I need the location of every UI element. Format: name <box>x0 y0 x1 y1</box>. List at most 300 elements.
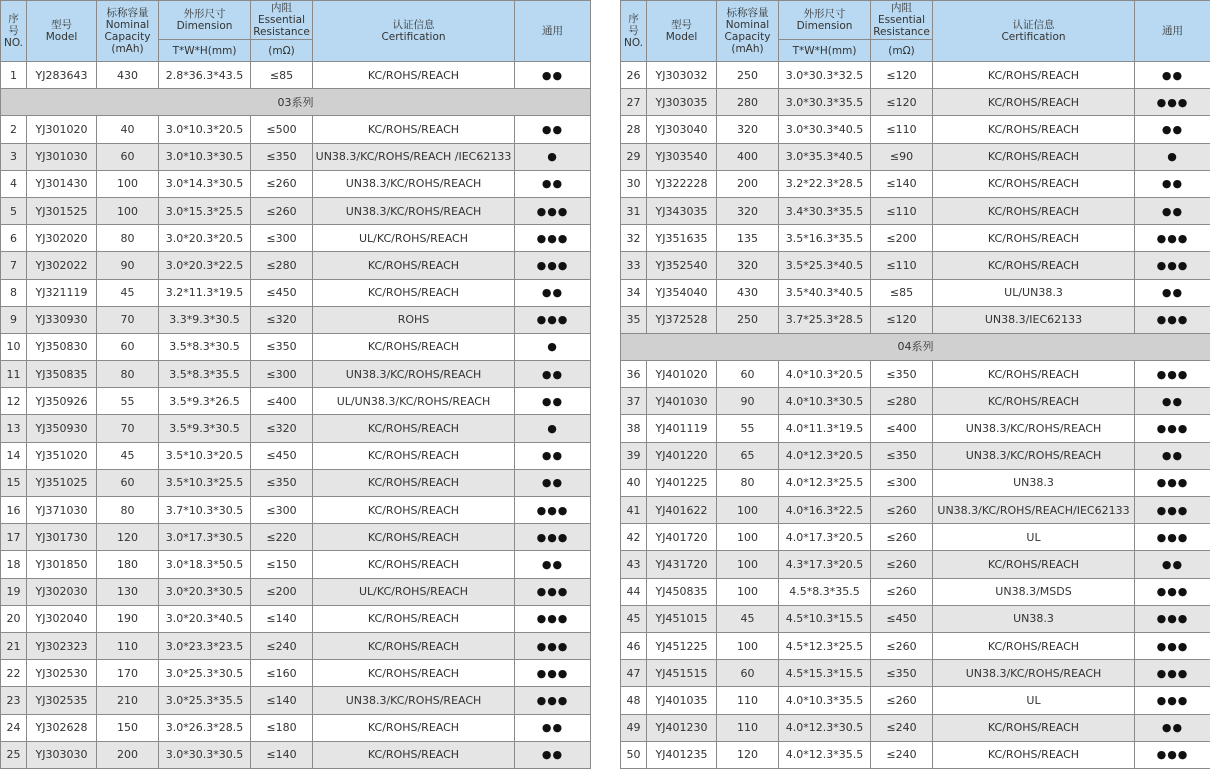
cell-certification: UL <box>933 687 1135 714</box>
common-dots: ●● <box>1135 442 1210 469</box>
cell-dimension: 4.0*12.3*20.5 <box>779 442 871 469</box>
header-dimension: 外形尺寸 Dimension <box>159 1 251 40</box>
cell-resistance: ≤260 <box>871 551 933 578</box>
header-model: 型号 Model <box>27 1 97 62</box>
cell-capacity: 430 <box>97 62 159 89</box>
cell-model: YJ350835 <box>27 361 97 388</box>
cell-certification: KC/ROHS/REACH <box>313 62 515 89</box>
cell-capacity: 80 <box>97 497 159 524</box>
cell-model: YJ351635 <box>647 225 717 252</box>
header-certification: 认证信息 Certification <box>933 1 1135 62</box>
cell-certification: KC/ROHS/REACH <box>313 660 515 687</box>
common-dots: ●●● <box>1135 89 1210 116</box>
cell-certification: KC/ROHS/REACH <box>933 361 1135 388</box>
cell-certification: UN38.3/KC/ROHS/REACH <box>313 687 515 714</box>
cell-no: 14 <box>1 442 27 469</box>
cell-capacity: 110 <box>717 687 779 714</box>
common-dots: ●● <box>515 442 591 469</box>
cell-model: YJ401225 <box>647 469 717 496</box>
cell-model: YJ450835 <box>647 578 717 605</box>
cell-dimension: 3.0*20.3*22.5 <box>159 252 251 279</box>
cell-capacity: 280 <box>717 89 779 116</box>
cell-certification: KC/ROHS/REACH <box>313 415 515 442</box>
cell-certification: KC/ROHS/REACH <box>933 741 1135 768</box>
cell-capacity: 430 <box>717 279 779 306</box>
table-row <box>1 361 591 388</box>
cell-certification: UN38.3/KC/ROHS/REACH/IEC62133 <box>933 497 1135 524</box>
common-dots: ●●● <box>515 497 591 524</box>
cell-resistance: ≤350 <box>871 660 933 687</box>
cell-capacity: 90 <box>97 252 159 279</box>
cell-resistance: ≤220 <box>251 524 313 551</box>
cell-certification: UN38.3 <box>933 469 1135 496</box>
table-row <box>1 714 591 741</box>
cell-model: YJ451225 <box>647 632 717 659</box>
cell-dimension: 3.5*8.3*35.5 <box>159 361 251 388</box>
cell-no: 30 <box>621 170 647 197</box>
cell-certification: KC/ROHS/REACH <box>933 170 1135 197</box>
table-row <box>1 632 591 659</box>
table-row <box>621 89 1210 116</box>
table-row <box>1 660 591 687</box>
common-dots: ●●● <box>515 660 591 687</box>
cell-no: 36 <box>621 361 647 388</box>
cell-capacity: 70 <box>97 415 159 442</box>
cell-dimension: 4.0*12.3*35.5 <box>779 741 871 768</box>
cell-certification: KC/ROHS/REACH <box>313 442 515 469</box>
cell-no: 37 <box>621 388 647 415</box>
cell-capacity: 135 <box>717 225 779 252</box>
cell-no: 6 <box>1 225 27 252</box>
cell-dimension: 3.5*10.3*20.5 <box>159 442 251 469</box>
cell-no: 43 <box>621 551 647 578</box>
cell-resistance: ≤260 <box>871 632 933 659</box>
cell-capacity: 200 <box>97 741 159 768</box>
table-row <box>1 333 591 360</box>
header-capacity: 标称容量 Nominal Capacity (mAh) <box>97 1 159 62</box>
table-row <box>1 197 591 224</box>
cell-model: YJ303032 <box>647 62 717 89</box>
cell-dimension: 4.5*15.3*15.5 <box>779 660 871 687</box>
cell-dimension: 4.0*11.3*19.5 <box>779 415 871 442</box>
cell-no: 33 <box>621 252 647 279</box>
cell-model: YJ372528 <box>647 306 717 333</box>
cell-no: 35 <box>621 306 647 333</box>
common-dots: ●● <box>515 62 591 89</box>
table-row <box>621 116 1210 143</box>
battery-spec-table-right <box>620 0 1210 769</box>
cell-dimension: 4.0*10.3*30.5 <box>779 388 871 415</box>
cell-certification: KC/ROHS/REACH <box>313 741 515 768</box>
cell-model: YJ302022 <box>27 252 97 279</box>
cell-certification: KC/ROHS/REACH <box>933 225 1135 252</box>
cell-resistance: ≤120 <box>871 306 933 333</box>
cell-no: 17 <box>1 524 27 551</box>
cell-model: YJ330930 <box>27 306 97 333</box>
header-dimension-unit: T*W*H(mm) <box>779 40 871 62</box>
cell-no: 44 <box>621 578 647 605</box>
cell-no: 50 <box>621 741 647 768</box>
cell-no: 3 <box>1 143 27 170</box>
header-resistance: 内阻 Essential Resistance <box>251 1 313 40</box>
cell-no: 49 <box>621 714 647 741</box>
cell-capacity: 170 <box>97 660 159 687</box>
cell-model: YJ301730 <box>27 524 97 551</box>
table-row <box>1 524 591 551</box>
table-row <box>1 143 591 170</box>
cell-model: YJ301030 <box>27 143 97 170</box>
cell-no: 13 <box>1 415 27 442</box>
cell-certification: UN38.3/KC/ROHS/REACH <box>933 660 1135 687</box>
cell-resistance: ≤180 <box>251 714 313 741</box>
header-dimension: 外形尺寸 Dimension <box>779 1 871 40</box>
cell-resistance: ≤110 <box>871 197 933 224</box>
cell-certification: KC/ROHS/REACH <box>933 551 1135 578</box>
cell-resistance: ≤160 <box>251 660 313 687</box>
cell-certification: UN38.3/KC/ROHS/REACH /IEC62133 <box>313 143 515 170</box>
table-row <box>1 442 591 469</box>
cell-capacity: 40 <box>97 116 159 143</box>
cell-resistance: ≤260 <box>871 524 933 551</box>
cell-dimension: 3.2*11.3*19.5 <box>159 279 251 306</box>
table-row <box>621 415 1210 442</box>
cell-capacity: 55 <box>717 415 779 442</box>
cell-resistance: ≤85 <box>871 279 933 306</box>
cell-certification: KC/ROHS/REACH <box>313 497 515 524</box>
cell-resistance: ≤300 <box>251 361 313 388</box>
table-body-right <box>621 62 1210 769</box>
cell-dimension: 3.7*10.3*30.5 <box>159 497 251 524</box>
cell-resistance: ≤240 <box>871 741 933 768</box>
common-dots: ●●● <box>1135 632 1210 659</box>
table-row <box>1 497 591 524</box>
header-no: 序 号 NO. <box>621 1 647 62</box>
cell-resistance: ≤350 <box>871 442 933 469</box>
header-model: 型号 Model <box>647 1 717 62</box>
cell-capacity: 45 <box>717 605 779 632</box>
common-dots: ●●● <box>515 632 591 659</box>
cell-dimension: 4.0*10.3*35.5 <box>779 687 871 714</box>
cell-dimension: 3.0*10.3*20.5 <box>159 116 251 143</box>
cell-dimension: 3.5*25.3*40.5 <box>779 252 871 279</box>
series-label: 03系列 <box>1 89 591 116</box>
cell-certification: UL <box>933 524 1135 551</box>
cell-no: 40 <box>621 469 647 496</box>
table-row <box>1 605 591 632</box>
header-resistance-unit: (mΩ) <box>871 40 933 62</box>
table-row <box>1 741 591 768</box>
table-row <box>621 578 1210 605</box>
table-row <box>1 170 591 197</box>
cell-no: 39 <box>621 442 647 469</box>
cell-model: YJ302040 <box>27 605 97 632</box>
cell-no: 26 <box>621 62 647 89</box>
cell-capacity: 110 <box>717 714 779 741</box>
common-dots: ● <box>515 143 591 170</box>
cell-dimension: 2.8*36.3*43.5 <box>159 62 251 89</box>
cell-dimension: 3.0*10.3*30.5 <box>159 143 251 170</box>
cell-resistance: ≤400 <box>251 388 313 415</box>
cell-capacity: 60 <box>97 469 159 496</box>
cell-model: YJ354040 <box>647 279 717 306</box>
cell-certification: KC/ROHS/REACH <box>313 333 515 360</box>
cell-model: YJ352540 <box>647 252 717 279</box>
cell-certification: UL/UN38.3/KC/ROHS/REACH <box>313 388 515 415</box>
common-dots: ●● <box>515 469 591 496</box>
cell-certification: UN38.3/KC/ROHS/REACH <box>933 415 1135 442</box>
cell-dimension: 4.5*8.3*35.5 <box>779 578 871 605</box>
cell-resistance: ≤140 <box>251 741 313 768</box>
cell-resistance: ≤260 <box>871 497 933 524</box>
cell-certification: UL/KC/ROHS/REACH <box>313 578 515 605</box>
cell-certification: UL/UN38.3 <box>933 279 1135 306</box>
table-row <box>1 551 591 578</box>
cell-resistance: ≤260 <box>251 170 313 197</box>
cell-no: 32 <box>621 225 647 252</box>
cell-certification: UN38.3 <box>933 605 1135 632</box>
cell-capacity: 190 <box>97 605 159 632</box>
cell-certification: UL/KC/ROHS/REACH <box>313 225 515 252</box>
cell-model: YJ401230 <box>647 714 717 741</box>
cell-no: 21 <box>1 632 27 659</box>
table-row <box>1 687 591 714</box>
header-resistance: 内阻 Essential Resistance <box>871 1 933 40</box>
cell-dimension: 3.0*25.3*30.5 <box>159 660 251 687</box>
cell-resistance: ≤300 <box>251 225 313 252</box>
header-capacity: 标称容量 Nominal Capacity (mAh) <box>717 1 779 62</box>
header-dimension-unit: T*W*H(mm) <box>159 40 251 62</box>
cell-dimension: 3.5*9.3*30.5 <box>159 415 251 442</box>
common-dots: ●● <box>515 388 591 415</box>
cell-model: YJ301020 <box>27 116 97 143</box>
cell-resistance: ≤200 <box>871 225 933 252</box>
cell-resistance: ≤320 <box>251 306 313 333</box>
table-row <box>621 388 1210 415</box>
cell-certification: UN38.3/KC/ROHS/REACH <box>933 442 1135 469</box>
cell-model: YJ303040 <box>647 116 717 143</box>
cell-model: YJ451015 <box>647 605 717 632</box>
cell-resistance: ≤350 <box>251 333 313 360</box>
cell-capacity: 100 <box>717 524 779 551</box>
cell-dimension: 3.5*10.3*25.5 <box>159 469 251 496</box>
cell-certification: KC/ROHS/REACH <box>313 279 515 306</box>
table-row <box>621 469 1210 496</box>
cell-dimension: 4.0*16.3*22.5 <box>779 497 871 524</box>
cell-resistance: ≤260 <box>251 197 313 224</box>
table-row <box>621 143 1210 170</box>
table-row <box>621 279 1210 306</box>
cell-model: YJ321119 <box>27 279 97 306</box>
cell-model: YJ303030 <box>27 741 97 768</box>
cell-capacity: 80 <box>97 225 159 252</box>
cell-no: 41 <box>621 497 647 524</box>
cell-model: YJ371030 <box>27 497 97 524</box>
cell-no: 28 <box>621 116 647 143</box>
common-dots: ●●● <box>1135 687 1210 714</box>
cell-model: YJ302628 <box>27 714 97 741</box>
cell-model: YJ401119 <box>647 415 717 442</box>
cell-dimension: 3.0*25.3*35.5 <box>159 687 251 714</box>
cell-capacity: 320 <box>717 116 779 143</box>
cell-certification: UN38.3/KC/ROHS/REACH <box>313 197 515 224</box>
cell-dimension: 3.0*23.3*23.5 <box>159 632 251 659</box>
common-dots: ●●● <box>515 225 591 252</box>
cell-certification: KC/ROHS/REACH <box>933 143 1135 170</box>
table-row <box>621 225 1210 252</box>
cell-capacity: 100 <box>97 170 159 197</box>
cell-model: YJ401035 <box>647 687 717 714</box>
common-dots: ●●● <box>1135 306 1210 333</box>
cell-model: YJ401622 <box>647 497 717 524</box>
table-row <box>621 632 1210 659</box>
common-dots: ●●● <box>515 687 591 714</box>
cell-dimension: 3.2*22.3*28.5 <box>779 170 871 197</box>
cell-dimension: 3.0*30.3*30.5 <box>159 741 251 768</box>
common-dots: ●●● <box>1135 605 1210 632</box>
cell-certification: KC/ROHS/REACH <box>933 252 1135 279</box>
cell-resistance: ≤140 <box>251 687 313 714</box>
cell-model: YJ350926 <box>27 388 97 415</box>
cell-capacity: 45 <box>97 279 159 306</box>
common-dots: ●●● <box>515 306 591 333</box>
common-dots: ●●● <box>515 197 591 224</box>
table-row <box>621 524 1210 551</box>
common-dots: ●●● <box>1135 361 1210 388</box>
cell-capacity: 120 <box>97 524 159 551</box>
cell-dimension: 3.0*35.3*40.5 <box>779 143 871 170</box>
cell-no: 45 <box>621 605 647 632</box>
cell-model: YJ401235 <box>647 741 717 768</box>
cell-no: 1 <box>1 62 27 89</box>
cell-resistance: ≤280 <box>251 252 313 279</box>
cell-resistance: ≤90 <box>871 143 933 170</box>
cell-model: YJ401220 <box>647 442 717 469</box>
cell-model: YJ301525 <box>27 197 97 224</box>
cell-dimension: 4.0*10.3*20.5 <box>779 361 871 388</box>
common-dots: ●● <box>1135 551 1210 578</box>
cell-no: 25 <box>1 741 27 768</box>
cell-no: 5 <box>1 197 27 224</box>
table-row <box>621 687 1210 714</box>
cell-capacity: 100 <box>97 197 159 224</box>
table-row <box>621 442 1210 469</box>
common-dots: ●● <box>515 116 591 143</box>
common-dots: ●●● <box>1135 578 1210 605</box>
cell-capacity: 320 <box>717 197 779 224</box>
common-dots: ●● <box>515 361 591 388</box>
cell-certification: KC/ROHS/REACH <box>933 62 1135 89</box>
cell-resistance: ≤280 <box>871 388 933 415</box>
cell-certification: UN38.3/KC/ROHS/REACH <box>313 170 515 197</box>
cell-model: YJ351020 <box>27 442 97 469</box>
cell-no: 34 <box>621 279 647 306</box>
cell-dimension: 4.0*17.3*20.5 <box>779 524 871 551</box>
common-dots: ● <box>515 415 591 442</box>
cell-dimension: 4.0*12.3*25.5 <box>779 469 871 496</box>
cell-resistance: ≤350 <box>251 143 313 170</box>
cell-certification: UN38.3/IEC62133 <box>933 306 1135 333</box>
cell-capacity: 120 <box>717 741 779 768</box>
cell-dimension: 3.3*9.3*30.5 <box>159 306 251 333</box>
cell-resistance: ≤300 <box>871 469 933 496</box>
cell-capacity: 250 <box>717 306 779 333</box>
cell-dimension: 3.7*25.3*28.5 <box>779 306 871 333</box>
table-row <box>1 415 591 442</box>
common-dots: ●● <box>1135 170 1210 197</box>
table-row <box>621 170 1210 197</box>
cell-model: YJ302323 <box>27 632 97 659</box>
cell-certification: KC/ROHS/REACH <box>933 714 1135 741</box>
common-dots: ●● <box>515 279 591 306</box>
cell-resistance: ≤320 <box>251 415 313 442</box>
cell-capacity: 100 <box>717 578 779 605</box>
common-dots: ●●● <box>515 524 591 551</box>
cell-model: YJ431720 <box>647 551 717 578</box>
cell-model: YJ322228 <box>647 170 717 197</box>
cell-model: YJ303035 <box>647 89 717 116</box>
cell-capacity: 60 <box>717 660 779 687</box>
common-dots: ● <box>515 333 591 360</box>
cell-certification: KC/ROHS/REACH <box>313 524 515 551</box>
series-row <box>1 89 591 116</box>
cell-no: 48 <box>621 687 647 714</box>
table-row <box>621 741 1210 768</box>
cell-capacity: 250 <box>717 62 779 89</box>
cell-model: YJ302535 <box>27 687 97 714</box>
cell-dimension: 3.0*20.3*40.5 <box>159 605 251 632</box>
cell-dimension: 3.0*20.3*20.5 <box>159 225 251 252</box>
table-body-left <box>1 62 591 769</box>
common-dots: ●● <box>515 551 591 578</box>
cell-no: 22 <box>1 660 27 687</box>
cell-dimension: 3.0*14.3*30.5 <box>159 170 251 197</box>
cell-capacity: 60 <box>717 361 779 388</box>
cell-dimension: 3.5*9.3*26.5 <box>159 388 251 415</box>
common-dots: ●●● <box>1135 660 1210 687</box>
cell-model: YJ303540 <box>647 143 717 170</box>
cell-resistance: ≤350 <box>251 469 313 496</box>
cell-resistance: ≤500 <box>251 116 313 143</box>
table-row <box>621 497 1210 524</box>
cell-resistance: ≤120 <box>871 89 933 116</box>
common-dots: ●●● <box>1135 497 1210 524</box>
cell-no: 47 <box>621 660 647 687</box>
common-dots: ●●● <box>1135 741 1210 768</box>
common-dots: ●● <box>1135 714 1210 741</box>
common-dots: ●●● <box>1135 415 1210 442</box>
cell-no: 8 <box>1 279 27 306</box>
common-dots: ●●● <box>1135 225 1210 252</box>
cell-certification: KC/ROHS/REACH <box>933 197 1135 224</box>
cell-dimension: 3.4*30.3*35.5 <box>779 197 871 224</box>
cell-no: 24 <box>1 714 27 741</box>
cell-model: YJ350830 <box>27 333 97 360</box>
battery-spec-table-left <box>0 0 591 769</box>
cell-model: YJ343035 <box>647 197 717 224</box>
cell-resistance: ≤150 <box>251 551 313 578</box>
cell-resistance: ≤85 <box>251 62 313 89</box>
cell-resistance: ≤300 <box>251 497 313 524</box>
cell-capacity: 60 <box>97 333 159 360</box>
cell-capacity: 80 <box>97 361 159 388</box>
cell-model: YJ351025 <box>27 469 97 496</box>
header-resistance-unit: (mΩ) <box>251 40 313 62</box>
cell-model: YJ302530 <box>27 660 97 687</box>
cell-capacity: 70 <box>97 306 159 333</box>
cell-dimension: 3.5*16.3*35.5 <box>779 225 871 252</box>
cell-capacity: 130 <box>97 578 159 605</box>
cell-model: YJ451515 <box>647 660 717 687</box>
